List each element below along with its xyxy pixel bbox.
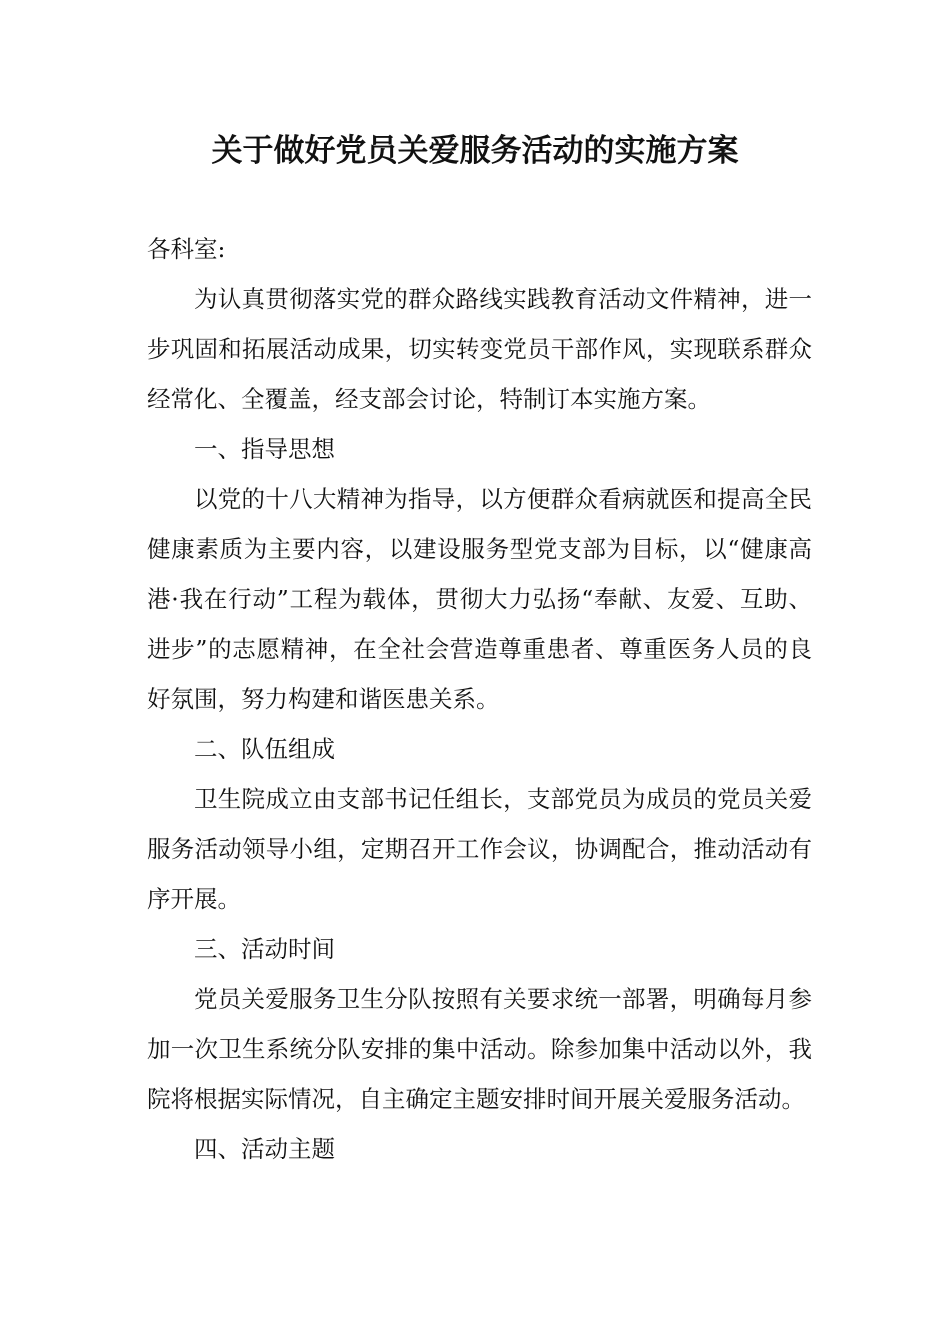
paragraph-intro: 为认真贯彻落实党的群众路线实践教育活动文件精神，进一步巩固和拓展活动成果，切实转变党员干部作风，实现联系群众经常化、全覆盖，经支部会讨论，特制订本实施方案。 (147, 285, 812, 413)
section-heading-activity-theme: 四、活动主题 (194, 1135, 335, 1163)
paragraph-guiding-ideology: 以党的十八大精神为指导，以方便群众看病就医和提高全民健康素质为主要内容，以建设服务型党支部为目标，以“健康高港·我在行动”工程为载体，贯彻大力弘扬“奉献、友爱、互助、进步”的志愿精神，在全社会营造尊重患者、尊重医务人员的良好氛围，努力构建和谐医患关系。 (147, 485, 812, 713)
document-title: 关于做好党员关爱服务活动的实施方案 (211, 133, 739, 169)
salutation: 各科室: (147, 235, 226, 263)
paragraph-activity-time: 党员关爱服务卫生分队按照有关要求统一部署，明确每月参加一次卫生系统分队安排的集中活动。除参加集中活动以外，我院将根据实际情况，自主确定主题安排时间开展关爱服务活动。 (147, 985, 812, 1113)
document-body (147, 224, 812, 1174)
section-heading-team-composition: 二、队伍组成 (194, 735, 335, 763)
section-heading-guiding-ideology: 一、指导思想 (194, 435, 335, 463)
paragraph-team-composition: 卫生院成立由支部书记任组长，支部党员为成员的党员关爱服务活动领导小组，定期召开工作会议，协调配合，推动活动有序开展。 (147, 785, 812, 913)
section-heading-activity-time: 三、活动时间 (194, 935, 335, 963)
